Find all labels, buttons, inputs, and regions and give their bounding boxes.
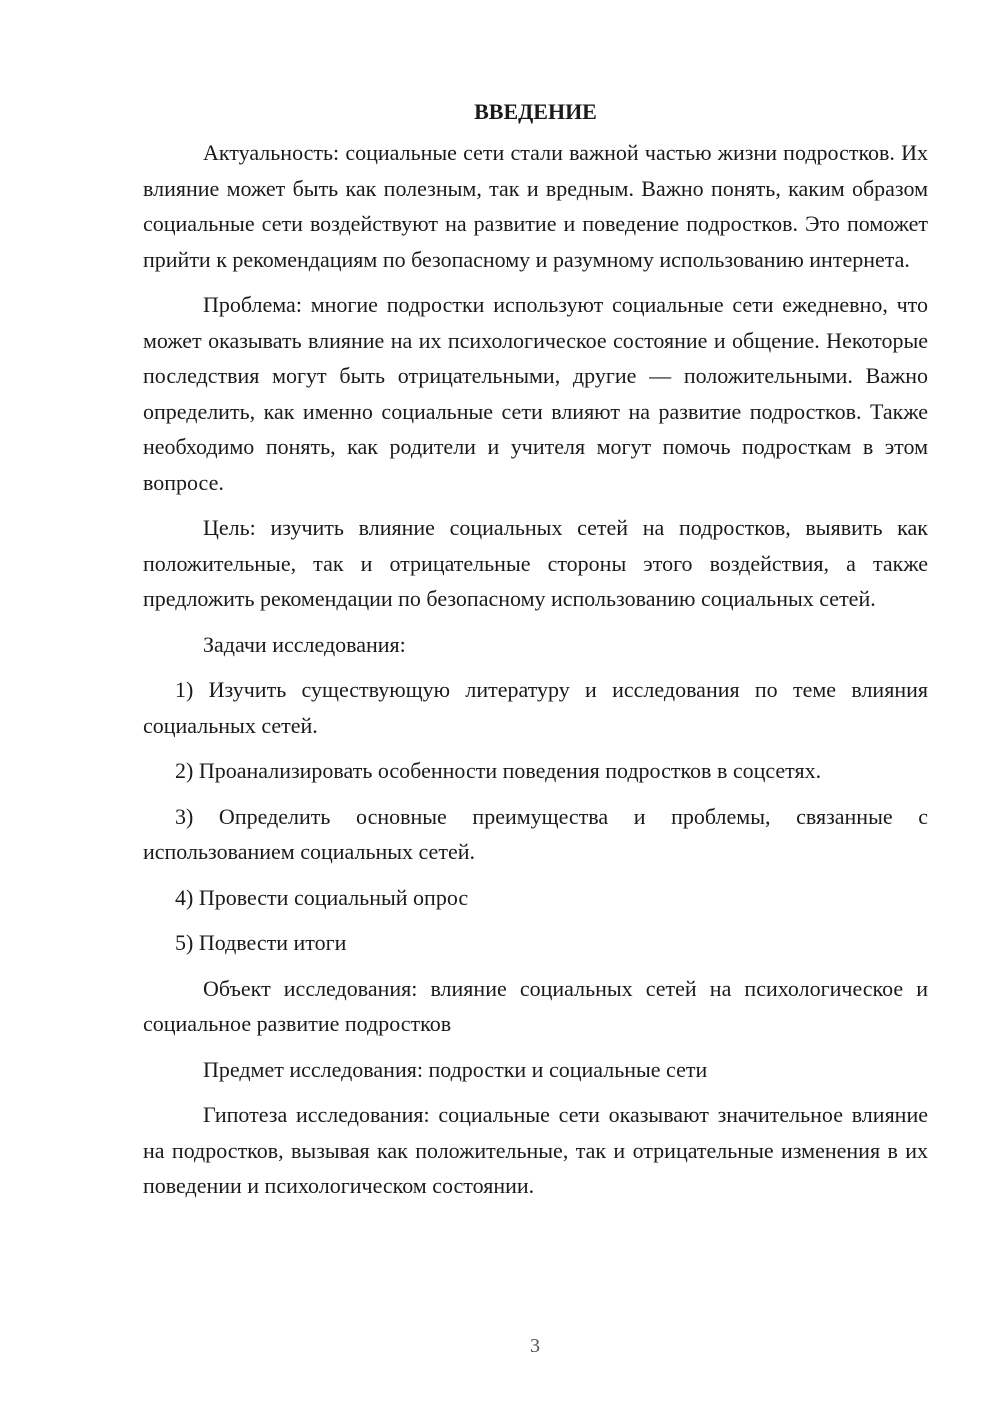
tasks-title: Задачи исследования: [203, 631, 406, 657]
task-item-4: 4) Провести социальный опрос [175, 884, 469, 910]
hypothesis-paragraph: Гипотеза исследования: социальные сети оказывают значительное влияние на подростков, вызывая как положительные, так и отрицательные изменения в их поведении и психологическом состоянии. [143, 1102, 928, 1198]
relevance-paragraph: Актуальность: социальные сети стали важной частью жизни подростков. Их влияние может быть как полезным, так и вредным. Важно понять, каким образом социальные сети воздействуют на развитие и поведение подростков. Это поможет прийти к рекомендациям по безопасному и разумному использованию интернета. [143, 140, 928, 272]
section-heading: ВВЕДЕНИЕ [474, 99, 597, 124]
task-item-1: 1) Изучить существующую литературу и исследования по теме влияния социальных сетей. [143, 677, 928, 738]
page-number: 3 [530, 1335, 540, 1357]
object-paragraph: Объект исследования: влияние социальных сетей на психологическое и социальное развитие подростков [143, 975, 928, 1036]
task-item-5: 5) Подвести итоги [175, 930, 347, 955]
document-body [143, 97, 928, 1214]
problem-paragraph: Проблема: многие подростки используют социальные сети ежедневно, что может оказывать влияние на их психологическое состояние и общение. Некоторые последствия могут быть отрицательными, другие — положительными. Важно определить, как именно социальные сети влияют на развитие подростков. Также необходимо понять, как родители и учителя могут помочь подросткам в этом вопросе. [143, 292, 928, 495]
task-item-2: 2) Проанализировать особенности поведения подростков в соцсетях. [175, 758, 822, 783]
subject-paragraph: Предмет исследования: подростки и социальные сети [203, 1056, 708, 1082]
task-item-3: 3) Определить основные преимущества и проблемы, связанные с использованием социальных сетей. [143, 803, 928, 864]
goal-paragraph: Цель: изучить влияние социальных сетей на подростков, выявить как положительные, так и отрицательные стороны этого воздействия, а также предложить рекомендации по безопасному использованию социальных сетей. [143, 515, 928, 611]
